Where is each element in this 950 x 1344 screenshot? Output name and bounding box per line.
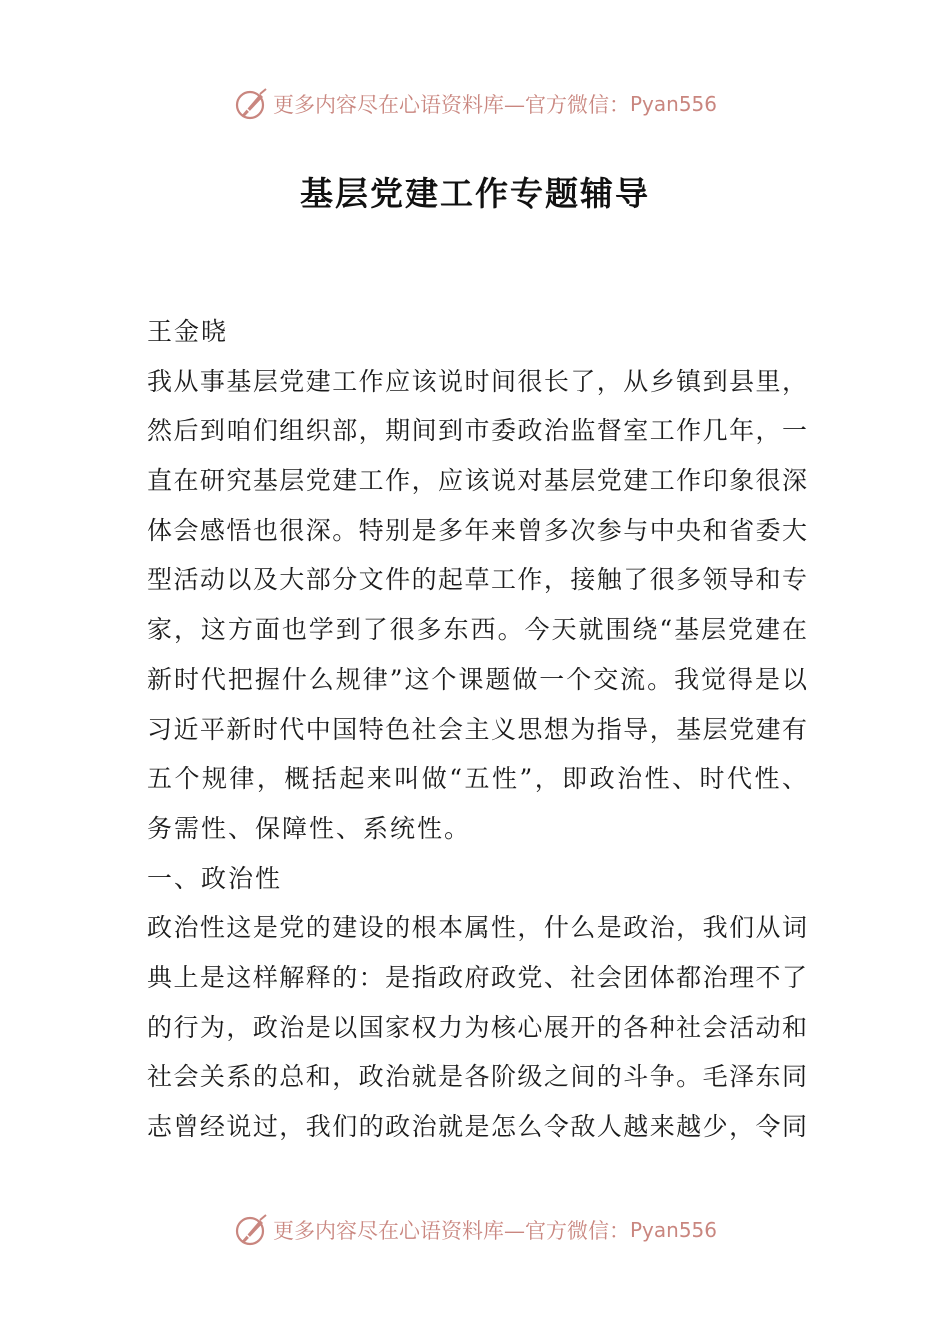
paragraph-line: 习近平新时代中国特色社会主义思想为指导，基层党建有: [147, 714, 807, 744]
watermark-banner-top: [0, 84, 950, 124]
paragraph-line: 务需性、保障性、系统性。: [147, 813, 472, 843]
author-name: 王金晓: [147, 317, 229, 346]
paragraph-line: 五个规律，概括起来叫做“五性”，即政治性、时代性、: [147, 764, 807, 794]
paragraph-line: 典上是这样解释的：是指政府政党、社会团体都治理不了: [147, 962, 807, 992]
paragraph-line: 新时代把握什么规律”这个课题做一个交流。我觉得是以: [147, 664, 807, 694]
quill-pen-logo-icon: [233, 1212, 269, 1248]
paragraph-line: 社会关系的总和，政治就是各阶级之间的斗争。毛泽东同: [147, 1062, 807, 1092]
section-heading: 一、政治性: [147, 863, 283, 893]
paragraph-line: 家，这方面也学到了很多东西。今天就围绕“基层党建在: [147, 615, 807, 645]
paragraph-line: 的行为，政治是以国家权力为核心展开的各种社会活动和: [147, 1012, 807, 1042]
document-title: 基层党建工作专题辅导: [300, 174, 650, 213]
paragraph-line: 体会感悟也很深。特别是多年来曾多次参与中央和省委大: [147, 515, 807, 545]
watermark-text: 更多内容尽在心语资料库—官方微信：: [272, 1219, 630, 1243]
paragraph-line: 政治性这是党的建设的根本属性，什么是政治，我们从词: [147, 913, 807, 943]
watermark-banner-bottom: [0, 1210, 950, 1250]
paragraph-line: 型活动以及大部分文件的起草工作，接触了很多领导和专: [147, 565, 807, 595]
watermark-text: 更多内容尽在心语资料库—官方微信：: [272, 93, 630, 117]
paragraph-line: 然后到咱们组织部，期间到市委政治监督室工作几年，一: [147, 416, 807, 446]
watermark-wechat-id: Pyan556: [629, 92, 717, 116]
paragraph-line: 直在研究基层党建工作，应该说对基层党建工作印象很深: [147, 466, 807, 496]
paragraph-line: 我从事基层党建工作应该说时间很长了，从乡镇到县里，: [147, 366, 807, 396]
watermark-wechat-id: Pyan556: [629, 1218, 717, 1242]
paragraph-line: 志曾经说过，我们的政治就是怎么令敌人越来越少，令同: [147, 1112, 807, 1141]
document-body: [147, 307, 807, 1152]
quill-pen-logo-icon: [233, 86, 269, 122]
